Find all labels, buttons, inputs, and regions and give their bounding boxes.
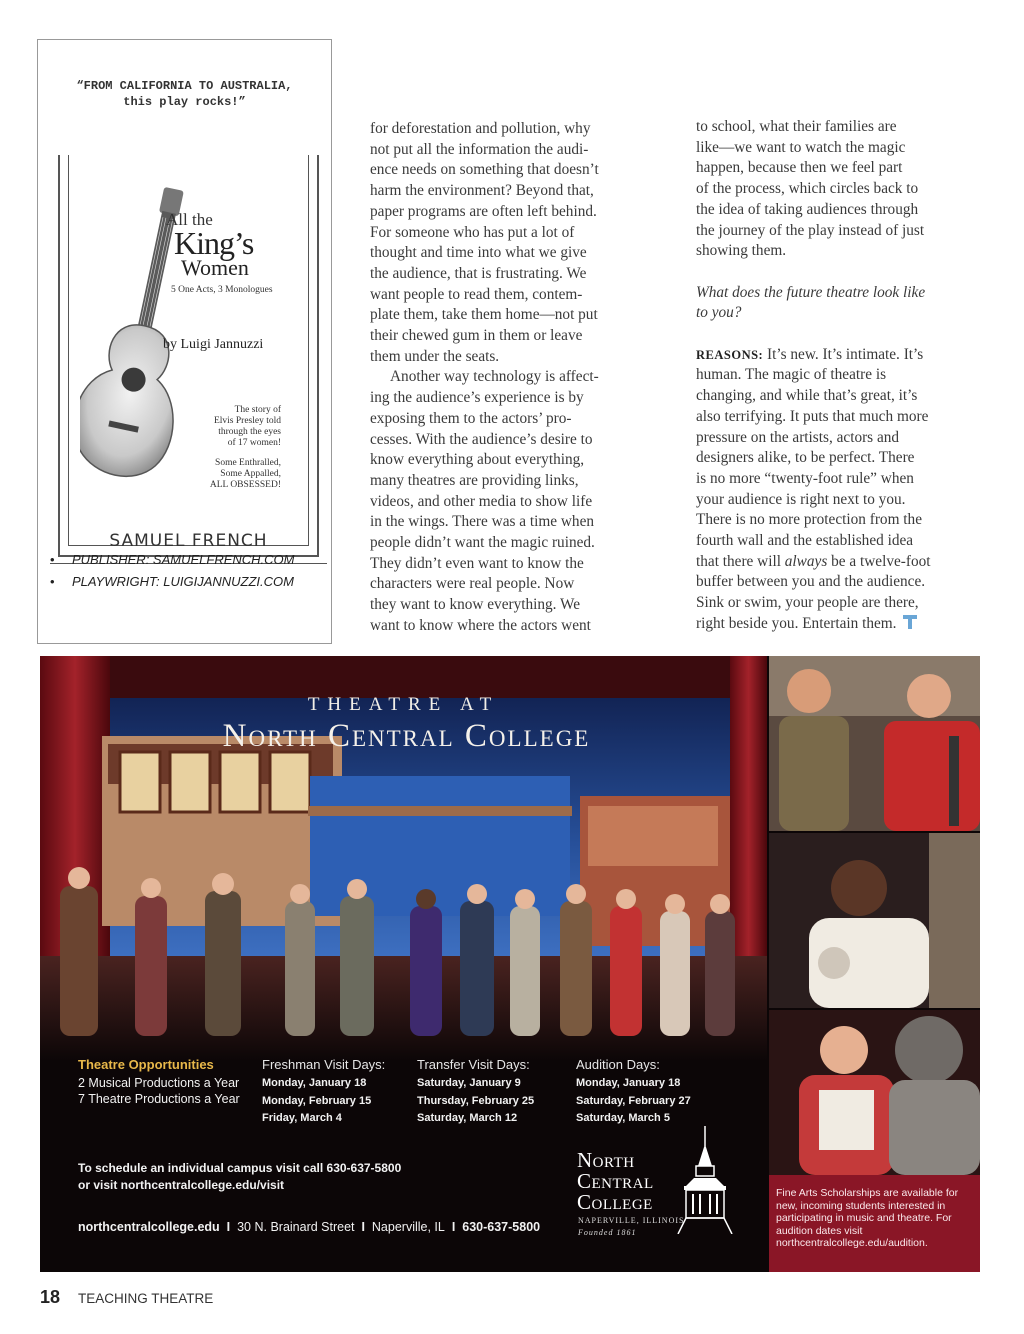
street-address: 30 N. Brainard Street	[237, 1220, 355, 1234]
text-line: want people to read them, contem-	[370, 285, 583, 303]
article-column-2	[696, 117, 986, 635]
text-line	[696, 552, 986, 573]
north-central-college-advertisement	[40, 656, 980, 1272]
college-tower-icon	[676, 1126, 734, 1234]
logo-line: College	[577, 1190, 653, 1214]
text-line: the audience, that is frustrating. We	[370, 264, 587, 282]
schedule-line[interactable]: or visit northcentralcollege.edu/visit	[78, 1178, 285, 1192]
text-line: human. The magic of theatre is	[696, 366, 887, 384]
text-line: them under the seats.	[370, 347, 500, 365]
text-line: for deforestation and pollution, why	[370, 120, 591, 137]
article-paragraph	[696, 117, 986, 262]
text-line: characters were real people. Now	[370, 575, 575, 593]
text-line: There is no more protection from the	[696, 511, 922, 529]
book-publisher: SAMUEL FRENCH	[109, 531, 268, 551]
book-blurb	[161, 405, 281, 449]
publication-name: TEACHING THEATRE	[78, 1291, 214, 1306]
book-cover	[56, 155, 321, 573]
list-item: Monday, January 18	[262, 1077, 367, 1089]
list-item: Saturday, January 9	[417, 1077, 521, 1089]
text-line: in the wings. There was a time when	[370, 513, 595, 531]
cover-frame-line	[58, 155, 60, 555]
text-line: their chewed gum in them or leave	[370, 327, 583, 345]
blurb-line: through the eyes	[218, 427, 281, 437]
separator: I	[226, 1220, 231, 1234]
phone-number: 630-637-5800	[462, 1220, 541, 1234]
text-line: not put all the information the audi-	[370, 140, 589, 158]
cover-frame-line	[68, 155, 69, 545]
separator: I	[361, 1220, 365, 1234]
text-line: exposing them to the actors’ pro-	[370, 409, 572, 427]
audition-heading: Audition Days:	[576, 1057, 660, 1072]
text-line: videos, and other media to show life	[370, 492, 593, 510]
article-column-1	[370, 119, 652, 637]
opportunities-list	[78, 1075, 240, 1107]
text-line: showing them.	[696, 242, 787, 260]
opportunities-heading: Theatre Opportunities	[78, 1057, 214, 1072]
article-paragraph	[370, 367, 652, 636]
answer-emphasis: always	[784, 552, 828, 570]
interview-answer	[696, 345, 986, 635]
transfer-dates	[417, 1075, 534, 1128]
scholarship-box	[769, 1175, 980, 1272]
text-line: harm the environment? Beyond that,	[370, 182, 594, 200]
book-title: King’s	[174, 225, 254, 261]
stage-curtain-call-photo	[40, 656, 767, 1061]
text-line: like—we want to watch the magic	[696, 138, 906, 156]
list-item: Thursday, February 25	[417, 1094, 535, 1107]
page-number: 18	[40, 1287, 61, 1307]
ad-kicker: THEATRE AT	[307, 694, 500, 715]
text-line: changing, and while that’s great, it’s	[696, 387, 918, 405]
cover-frame-line	[317, 155, 319, 555]
text-line	[696, 345, 986, 366]
text-line: ing the audience’s experience is by	[370, 389, 584, 407]
blurb-line: The story of	[234, 405, 281, 415]
city: Naperville, IL	[371, 1220, 445, 1234]
text-line: many theatres are providing links,	[370, 471, 579, 489]
text-line: buffer between you and the audience.	[696, 573, 926, 591]
list-item: Monday, February 15	[262, 1094, 372, 1107]
list-item: Saturday, March 12	[417, 1112, 518, 1124]
text-line: Sink or swim, your people are there,	[696, 594, 919, 612]
text-line: thought and time into what we give	[370, 244, 587, 262]
text-line: For someone who has put a lot of	[370, 223, 575, 241]
production-photo-2	[769, 833, 980, 1008]
text-line: paper programs are often left behind.	[370, 202, 597, 220]
list-item: Monday, January 18	[576, 1077, 681, 1089]
production-photo-3	[769, 1010, 980, 1175]
end-of-article-icon	[903, 615, 917, 629]
text-line: your audience is right next to you.	[696, 490, 906, 508]
blurb-line: Elvis Presley told	[213, 416, 281, 426]
blurb-line: Some Appalled,	[220, 469, 281, 479]
text-line: people didn’t want the magic ruined.	[370, 534, 595, 552]
article-paragraph	[370, 119, 652, 367]
book-subtitle: 5 One Acts, 3 Monologues	[171, 285, 273, 295]
production-photo-1	[769, 656, 980, 831]
text-line: they want to know everything. We	[370, 596, 581, 614]
audition-dates	[576, 1075, 691, 1128]
link-text[interactable]: PUBLISHER: SAMUELFRENCH.COM	[72, 552, 295, 567]
cover-frame-line	[308, 155, 309, 545]
text-line: plate them, take them home—not put	[370, 306, 598, 324]
book-title: Women	[181, 255, 249, 280]
transfer-heading: Transfer Visit Days:	[417, 1057, 530, 1072]
book-title: All the	[166, 210, 213, 229]
website-link[interactable]: northcentralcollege.edu	[78, 1220, 220, 1234]
text-line: cesses. With the audience’s desire to	[370, 430, 593, 448]
text-line: to you?	[696, 304, 742, 322]
list-item: 7 Theatre Productions a Year	[78, 1092, 240, 1106]
text-line	[696, 614, 986, 635]
blurb-line: ALL OBSESSED!	[209, 480, 281, 490]
schedule-visit-text	[78, 1160, 401, 1194]
answer-text: that there will	[696, 552, 785, 570]
ad-contact-line	[78, 1220, 540, 1234]
list-item: Friday, March 4	[262, 1112, 342, 1124]
freshman-dates	[262, 1075, 371, 1128]
text-line: Another way technology is affect-	[390, 368, 599, 386]
text-line: also terrifying. It puts that much more	[696, 407, 929, 425]
book-quote	[38, 78, 331, 110]
text-line: to school, what their families are	[696, 118, 897, 135]
answer-text: It’s new. It’s intimate. It’s	[763, 345, 924, 363]
text-line: designers alike, to be perfect. There	[696, 449, 915, 467]
list-item: 2 Musical Productions a Year	[78, 1076, 240, 1090]
scholarship-text: Fine Arts Scholarships are available for new, incoming students interested in participating in music and theatre. For audition dates visit northcentralcollege.edu/audition.	[776, 1187, 959, 1249]
text-line: know everything about everything,	[370, 451, 585, 469]
text-line: is no more “twenty-foot rule” when	[696, 469, 914, 487]
blurb-line: Some Enthralled,	[215, 458, 281, 468]
text-line: What does the future theatre look like	[696, 283, 926, 301]
separator: I	[451, 1220, 456, 1234]
text-line: They didn’t even want to know the	[370, 554, 584, 572]
text-line: the journey of the play instead of just	[696, 221, 925, 239]
college-logo-wordmark	[577, 1150, 654, 1213]
text-line: fourth wall and the established idea	[696, 532, 914, 550]
freshman-heading: Freshman Visit Days:	[262, 1057, 386, 1072]
logo-line: Central	[577, 1169, 654, 1193]
book-author: by Luigi Jannuzzi	[163, 337, 264, 352]
logo-city: NAPERVILLE, ILLINOIS	[578, 1216, 685, 1225]
publisher-link[interactable]: • PUBLISHER: SAMUELFRENCH.COM	[50, 552, 295, 567]
blurb-line: of 17 women!	[227, 438, 281, 448]
book-blurb	[161, 458, 281, 491]
link-text[interactable]: PLAYWRIGHT: LUIGIJANNUZZI.COM	[72, 574, 294, 589]
text-line: happen, because then we feel part	[696, 159, 903, 177]
answer-lead: REASONS:	[696, 347, 764, 362]
text-line: the idea of taking audiences through	[696, 200, 919, 218]
book-advertisement	[37, 39, 332, 644]
answer-text: be a twelve-foot	[827, 552, 931, 570]
text-line: of the process, which circles back to	[696, 180, 919, 198]
logo-line: North	[577, 1148, 635, 1172]
list-item: Saturday, February 27	[576, 1094, 691, 1107]
playwright-link[interactable]: • PLAYWRIGHT: LUIGIJANNUZZI.COM	[50, 574, 294, 589]
logo-founded: Founded 1861	[578, 1228, 637, 1237]
text-line: ence needs on something that doesn’t	[370, 161, 599, 179]
interview-question	[696, 283, 986, 324]
answer-text: right beside you. Entertain them.	[696, 614, 897, 632]
text-line: want to know where the actors went	[370, 616, 591, 634]
quote-line: “FROM CALIFORNIA TO AUSTRALIA,	[76, 79, 293, 93]
schedule-line: To schedule an individual campus visit call 630-637-5800	[78, 1161, 402, 1175]
ad-title: North Central College	[222, 718, 591, 754]
list-item: Saturday, March 5	[576, 1112, 670, 1124]
quote-line: this play rocks!”	[123, 95, 246, 109]
text-line: pressure on the artists, actors and	[696, 428, 900, 446]
